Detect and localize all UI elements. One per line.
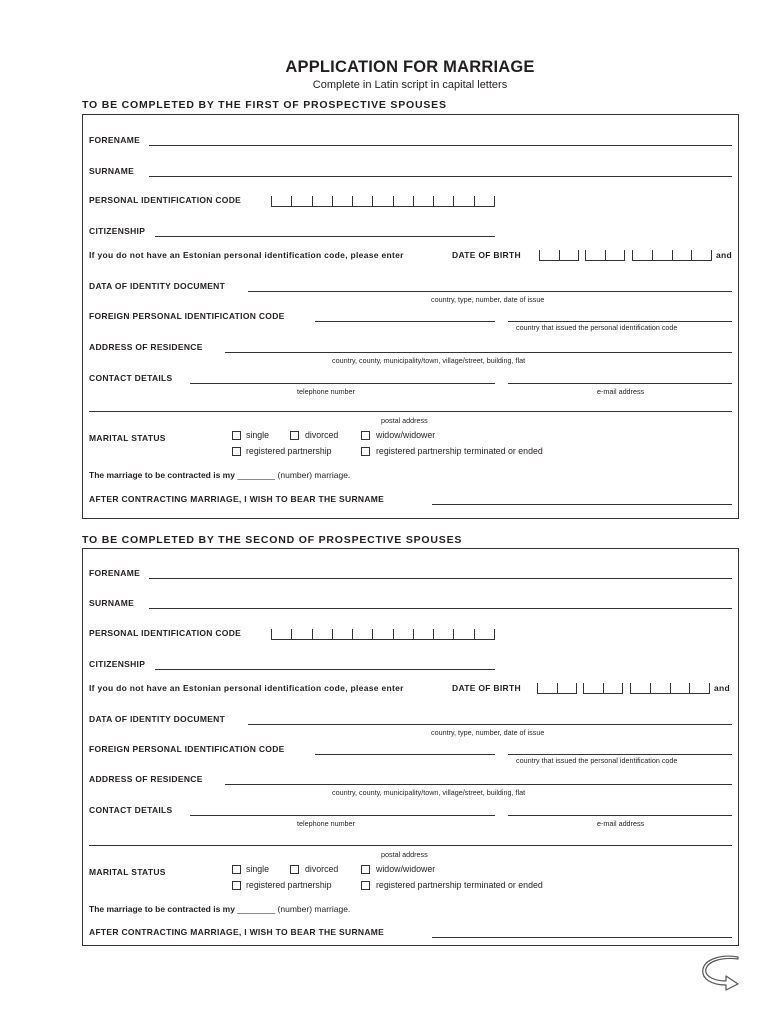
widow-checkbox[interactable] [361,431,370,440]
terminated-checkbox[interactable] [361,881,370,890]
foreign-code-field[interactable] [315,321,495,322]
dob-label: DATE OF BIRTH [452,250,521,260]
section-1-box [82,114,739,519]
section-1-heading: TO BE COMPLETED BY THE FIRST OF PROSPECTIVE SPOUSES [82,99,447,111]
identity-doc-label: DATA OF IDENTITY DOCUMENT [89,714,226,724]
phone-field[interactable] [190,383,495,384]
address-label: ADDRESS OF RESIDENCE [89,774,203,784]
dob-month-field[interactable] [583,683,623,694]
widow-checkbox[interactable] [361,865,370,874]
surname-after-field[interactable] [432,504,732,505]
pic-label: PERSONAL IDENTIFICATION CODE [89,628,242,638]
address-caption: country, county, municipality/town, village/street, building, flat [332,788,526,797]
surname-label: SURNAME [89,598,135,608]
foreign-code-field[interactable] [315,754,495,755]
form-title: APPLICATION FOR MARRIAGE [285,58,535,76]
email-field[interactable] [508,815,732,816]
registered-checkbox[interactable] [232,881,241,890]
phone-caption: telephone number [297,387,355,396]
marriage-suffix-text: (number) marriage. [277,904,351,914]
postal-field[interactable] [89,411,732,412]
forename-label: FORENAME [89,568,141,578]
marriage-prefix-text: The marriage to be contracted is my [89,904,235,914]
registered-label: registered partnership [246,446,332,456]
form-subtitle: Complete in Latin script in capital letters [312,79,508,91]
marital-label: MARITAL STATUS [89,433,166,443]
registered-checkbox[interactable] [232,447,241,456]
postal-caption: postal address [381,850,428,859]
phone-caption: telephone number [297,819,355,828]
citizenship-label: CITIZENSHIP [89,659,146,669]
marriage-number-field[interactable]: ________ [237,470,276,480]
terminated-label: registered partnership terminated or ended [376,880,543,890]
divorced-label: divorced [305,864,339,874]
identity-doc-field[interactable] [248,724,732,725]
single-label: single [246,864,269,874]
dob-month-field[interactable] [585,250,625,261]
contact-label: CONTACT DETAILS [89,373,173,383]
dob-day-field[interactable] [537,683,577,694]
foreign-code-label: FOREIGN PERSONAL IDENTIFICATION CODE [89,311,285,321]
foreign-code-country-field[interactable] [508,754,732,755]
pic-label: PERSONAL IDENTIFICATION CODE [89,195,242,205]
divorced-label: divorced [305,430,339,440]
divorced-checkbox[interactable] [290,431,299,440]
terminated-label: registered partnership terminated or ended [376,446,543,456]
marriage-suffix-text: (number) marriage. [277,470,351,480]
widow-label: widow/widower [376,430,436,440]
and-label: and [716,250,733,260]
identity-doc-label: DATA OF IDENTITY DOCUMENT [89,281,226,291]
dob-year-field[interactable] [632,250,712,261]
citizenship-field[interactable] [155,236,495,237]
marriage-prefix-text: The marriage to be contracted is my [89,470,235,480]
citizenship-field[interactable] [155,669,495,670]
email-caption: e-mail address [597,387,645,396]
marital-label: MARITAL STATUS [89,867,166,877]
no-code-note: If you do not have an Estonian personal identification code, please enter [89,250,404,260]
widow-label: widow/widower [376,864,436,874]
identity-doc-caption: country, type, number, date of issue [431,728,545,737]
contact-label: CONTACT DETAILS [89,805,173,815]
surname-after-label: AFTER CONTRACTING MARRIAGE, I WISH TO BEAR THE SURNAME [89,927,385,937]
no-code-note: If you do not have an Estonian personal identification code, please enter [89,683,404,693]
foreign-code-country-field[interactable] [508,321,732,322]
foreign-code-caption: country that issued the personal identification code [516,756,678,765]
email-caption: e-mail address [597,819,645,828]
section-2-heading: TO BE COMPLETED BY THE SECOND OF PROSPECTIVE SPOUSES [82,534,463,546]
registered-label: registered partnership [246,880,332,890]
marriage-prefix [89,470,350,480]
email-field[interactable] [508,383,732,384]
surname-field[interactable] [149,608,732,609]
single-checkbox[interactable] [232,431,241,440]
surname-field[interactable] [149,176,732,177]
address-label: ADDRESS OF RESIDENCE [89,342,203,352]
foreign-code-caption: country that issued the personal identification code [516,323,678,332]
forename-field[interactable] [149,145,732,146]
address-caption: country, county, municipality/town, village/street, building, flat [332,356,526,365]
divorced-checkbox[interactable] [290,865,299,874]
dob-day-field[interactable] [539,250,579,261]
dob-label: DATE OF BIRTH [452,683,521,693]
forename-field[interactable] [149,578,732,579]
postal-field[interactable] [89,845,732,846]
dob-year-field[interactable] [630,683,710,694]
foreign-code-label: FOREIGN PERSONAL IDENTIFICATION CODE [89,744,285,754]
pic-field[interactable] [271,196,495,207]
postal-caption: postal address [381,416,428,425]
section-2-box [82,548,739,946]
identity-doc-field[interactable] [248,291,732,292]
and-label: and [714,683,731,693]
address-field[interactable] [225,352,732,353]
surname-after-label: AFTER CONTRACTING MARRIAGE, I WISH TO BEAR THE SURNAME [89,494,385,504]
marriage-prefix [89,904,350,914]
pic-field[interactable] [271,629,495,640]
forename-label: FORENAME [89,135,141,145]
marriage-number-field[interactable]: ________ [237,904,276,914]
surname-label: SURNAME [89,166,135,176]
surname-after-field[interactable] [432,937,732,938]
curved-arrow-icon[interactable] [700,955,742,996]
citizenship-label: CITIZENSHIP [89,226,146,236]
single-checkbox[interactable] [232,865,241,874]
address-field[interactable] [225,784,732,785]
phone-field[interactable] [190,815,495,816]
terminated-checkbox[interactable] [361,447,370,456]
single-label: single [246,430,269,440]
identity-doc-caption: country, type, number, date of issue [431,295,545,304]
